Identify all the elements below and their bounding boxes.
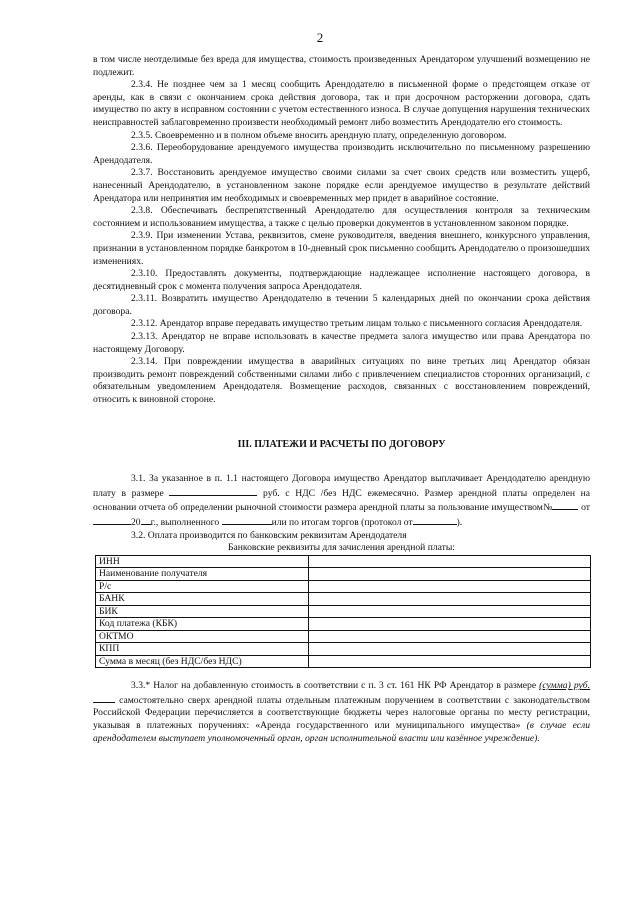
bank-row-value[interactable]	[309, 580, 591, 593]
clause-2-3-13: 2.3.13. Арендатор не вправе использовать в качестве предмета залога имущество или права Арендатора по настоящему Договору.	[93, 331, 590, 355]
bank-row-label: Код платежа (КБК)	[96, 618, 309, 631]
vat-sum: (сумма) руб.	[539, 680, 590, 692]
clause-2-3-11: 2.3.11. Возвратить имущество Арендодателю в течении 5 календарных дней по окончании срока действия договора.	[93, 293, 590, 317]
bank-row-value[interactable]	[309, 605, 591, 618]
clause-3-3-part-b: самостоятельно сверх арендной платы отдельным платежным поручением в соответствии с законодательством Российской Федерации перечисляется в соответствующие бюджеты через налоговые органы по месту регистрации, указывая в платежных поручениях: «Аренда государственного или муниципального имущества»	[93, 694, 590, 732]
clause-2-3-5: 2.3.5. Своевременно и в полном объеме вносить арендную плату, определенную договором.	[131, 129, 507, 141]
report-year-blank[interactable]	[141, 515, 151, 525]
bank-row-value[interactable]	[309, 618, 591, 631]
bank-row-label: ИНН	[96, 555, 309, 568]
clause-3-1-part-c: или по итогам торгов (протокол от	[271, 517, 413, 528]
clause-2-3-8: 2.3.8. Обеспечивать беспрепятственный Арендодателю для осуществления контроля за техническим состоянием и использованием имущества, а также с целью проверки документов в установленном законом порядке.	[93, 205, 590, 229]
bank-row-value[interactable]	[309, 655, 591, 668]
bank-details-table	[95, 555, 591, 669]
bank-row	[96, 568, 591, 581]
clause-2-3-10: 2.3.10. Предоставлять документы, подтверждающие надлежащее исполнение настоящего договора, в десятидневный срок с момента получения запроса Арендодателя.	[93, 268, 590, 292]
document-body	[93, 54, 590, 745]
appraiser-blank[interactable]	[222, 515, 272, 525]
bank-row-label: БАНК	[96, 593, 309, 606]
bank-row-value[interactable]	[309, 593, 591, 606]
bank-row-value[interactable]	[309, 630, 591, 643]
clause-3-1-year: 20	[131, 517, 141, 528]
bank-row	[96, 580, 591, 593]
clause-3-1-part-b: руб. с НДС /без НДС ежемесячно. Размер арендной платы определен на основании отчета об определении рыночной стоимости размера арендной платы за пользование имуществом№	[93, 487, 591, 514]
paragraph-continuation: в том числе неотделимые без вреда для имущества, стоимость произведенных Арендатором улучшений возмещению не подлежит.	[93, 54, 590, 78]
clause-3-3-note: (в случае если арендодателем выступает уполномоченный орган, орган исполнительной власти или казённое учреждение).	[93, 720, 591, 744]
clause-2-3-14: 2.3.14. При повреждении имущества в аварийных ситуациях по вине третьих лиц Арендатор обязан производить ремонт повреждений собственными силами либо с привлечением специалистов сторонних организаций, с обязательным уведомлением Арендодателя. Возмещение расходов, связанных с восстановлением повреждений, относить к виновной стороне.	[93, 356, 590, 406]
clause-3-1-done: выполненного	[160, 517, 220, 528]
section-3-heading: III. ПЛАТЕЖИ И РАСЧЕТЫ ПО ДОГОВОРУ	[237, 438, 446, 450]
vat-sum-blank[interactable]	[93, 693, 115, 703]
bank-row	[96, 605, 591, 618]
bank-row-label: КПП	[96, 643, 309, 656]
bank-row-label: Сумма в месяц (без НДС/без НДС)	[96, 655, 309, 668]
bank-caption: Банковские реквизиты для зачисления арендной платы:	[228, 542, 455, 554]
bank-row-value[interactable]	[309, 643, 591, 656]
clause-2-3-6: 2.3.6. Переоборудование арендуемого имущества производить исключительно по письменному разрешению Арендодателя.	[93, 142, 590, 166]
clause-3-1-g: г.,	[150, 517, 159, 528]
bank-row	[96, 630, 591, 643]
clause-2-3-12: 2.3.12. Арендатор вправе передавать имущество третьим лицам только с письменного согласия Арендодателя.	[131, 318, 583, 330]
bank-row-label: БИК	[96, 605, 309, 618]
report-date-blank[interactable]	[93, 515, 131, 525]
clause-3-3	[93, 680, 590, 745]
protocol-date-blank[interactable]	[413, 515, 457, 525]
bank-row-value[interactable]	[309, 555, 591, 568]
bank-row-value[interactable]	[309, 568, 591, 581]
clause-3-1-part-a: 3.1. За указанное в п. 1.1 настоящего Договора имущество Арендатор выплачивает Арендодателю арендную плату в размере	[93, 473, 590, 499]
clause-3-1	[93, 473, 590, 529]
report-number-blank[interactable]	[552, 500, 578, 510]
clause-2-3-9: 2.3.9. При изменении Устава, реквизитов, смене руководителя, введения внешнего, конкурсного управления, признании в установленном порядке банкротом в 10-дневный срок письменно сообщить Арендодателю о произошедших изменениях.	[93, 230, 590, 267]
bank-row	[96, 655, 591, 668]
clause-3-1-from: от	[581, 502, 590, 514]
bank-row	[96, 618, 591, 631]
clause-2-3-4: 2.3.4. Не позднее чем за 1 месяц сообщить Арендодателю в письменной форме о предстоящем отказе от аренды, как в связи с окончанием срока действия договора, так и при досрочном расторжении договора, сдать имущество по акту в исправном состоянии с учетом естественного износа. В случае допущения нарушения технических неисправностей заблаговременно произвести необходимый ремонт либо возместить Арендодателю его стоимость.	[93, 79, 590, 128]
bank-row	[96, 555, 591, 568]
clause-3-2: 3.2. Оплата производится по банковским реквизитам Арендодателя	[131, 529, 407, 541]
rent-amount-blank[interactable]	[169, 486, 257, 496]
clause-2-3-7: 2.3.7. Восстановить арендуемое имущество своими силами за счет своих средств или возместить ущерб, нанесенный Арендодателю, в установленном законе порядке если арендуемое имущество в результате действий Арендатора или непринятия им необходимых и своевременных мер придет в аварийное состояние.	[93, 167, 590, 204]
bank-row-label: ОКТМО	[96, 630, 309, 643]
bank-row-label: Р/с	[96, 580, 309, 593]
clause-3-1-end: ).	[456, 517, 463, 528]
bank-row-label: Наименование получателя	[96, 568, 309, 581]
clause-3-3-part-a: 3.3.* Налог на добавленную стоимость в соответствии с п. 3 ст. 161 НК РФ Арендатор в размере	[131, 680, 537, 692]
bank-row	[96, 593, 591, 606]
page-number: 2	[316, 30, 324, 45]
bank-row	[96, 643, 591, 656]
